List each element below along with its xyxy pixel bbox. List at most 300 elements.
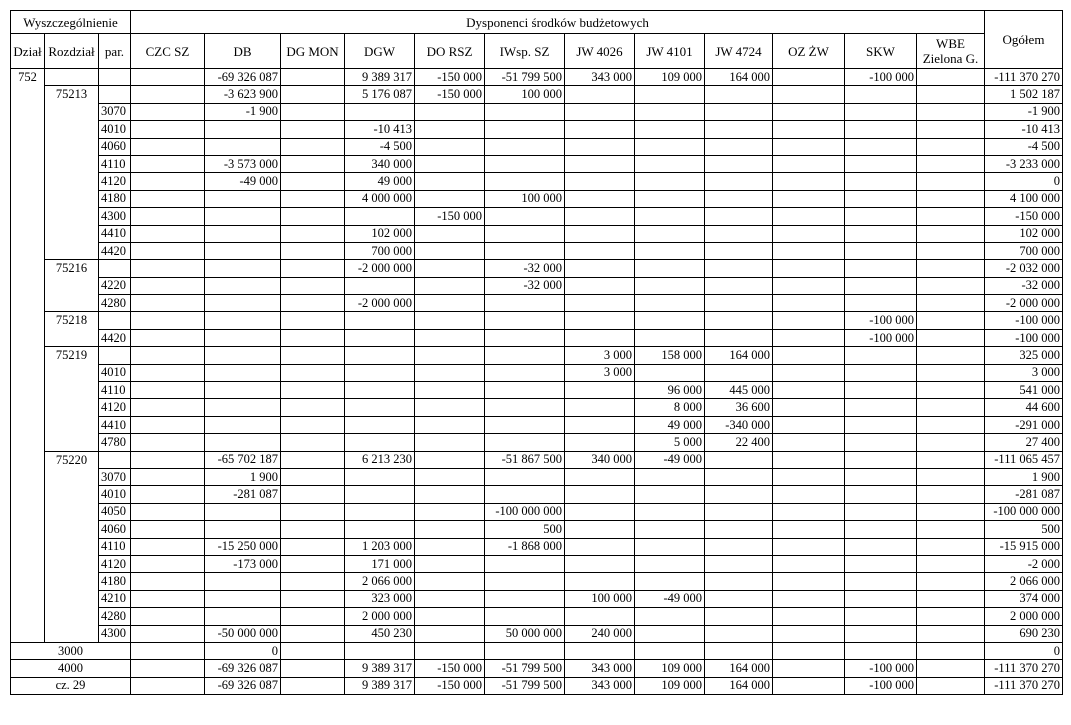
value-cell bbox=[705, 538, 773, 555]
header-total-label: Ogółem bbox=[985, 11, 1063, 69]
header-column: DB bbox=[205, 34, 281, 69]
table-row bbox=[11, 225, 1063, 242]
value-cell: 100 000 bbox=[565, 590, 635, 607]
table-row bbox=[11, 69, 1063, 86]
value-cell bbox=[205, 434, 281, 451]
value-cell bbox=[845, 86, 917, 103]
value-cell bbox=[565, 121, 635, 138]
value-cell bbox=[205, 416, 281, 433]
value-cell bbox=[917, 190, 985, 207]
rozdzial-cell bbox=[45, 329, 99, 346]
value-cell: -100 000 bbox=[845, 329, 917, 346]
table-row bbox=[11, 608, 1063, 625]
value-cell bbox=[917, 503, 985, 520]
total-cell: 4 100 000 bbox=[985, 190, 1063, 207]
summary-value-cell bbox=[281, 677, 345, 694]
value-cell bbox=[415, 103, 485, 120]
dzial-cell bbox=[11, 399, 45, 416]
table-row bbox=[11, 208, 1063, 225]
value-cell bbox=[415, 225, 485, 242]
summary-value-cell: -69 326 087 bbox=[205, 677, 281, 694]
par-cell: 4060 bbox=[99, 138, 131, 155]
value-cell bbox=[131, 434, 205, 451]
value-cell bbox=[773, 573, 845, 590]
value-cell: -4 500 bbox=[345, 138, 415, 155]
value-cell bbox=[635, 138, 705, 155]
total-cell: 3 000 bbox=[985, 364, 1063, 381]
par-cell: 4420 bbox=[99, 242, 131, 259]
header-column: DG MON bbox=[281, 34, 345, 69]
rozdzial-cell bbox=[45, 573, 99, 590]
value-cell bbox=[205, 329, 281, 346]
dzial-cell bbox=[11, 312, 45, 329]
value-cell bbox=[565, 382, 635, 399]
value-cell bbox=[705, 103, 773, 120]
total-cell: 325 000 bbox=[985, 347, 1063, 364]
par-cell: 4780 bbox=[99, 434, 131, 451]
value-cell bbox=[131, 121, 205, 138]
total-cell: 2 066 000 bbox=[985, 573, 1063, 590]
table-row bbox=[11, 451, 1063, 468]
value-cell bbox=[485, 225, 565, 242]
value-cell bbox=[565, 242, 635, 259]
value-cell bbox=[845, 260, 917, 277]
value-cell bbox=[485, 573, 565, 590]
table-row bbox=[11, 277, 1063, 294]
dzial-cell bbox=[11, 260, 45, 277]
par-cell bbox=[99, 312, 131, 329]
value-cell: 3 000 bbox=[565, 364, 635, 381]
summary-value-cell bbox=[917, 677, 985, 694]
value-cell: 2 000 000 bbox=[345, 608, 415, 625]
value-cell bbox=[131, 347, 205, 364]
value-cell: -51 867 500 bbox=[485, 451, 565, 468]
value-cell: 109 000 bbox=[635, 69, 705, 86]
summary-value-cell: 164 000 bbox=[705, 677, 773, 694]
value-cell bbox=[705, 190, 773, 207]
value-cell: -32 000 bbox=[485, 260, 565, 277]
value-cell bbox=[131, 155, 205, 172]
value-cell bbox=[773, 277, 845, 294]
value-cell: -49 000 bbox=[635, 451, 705, 468]
value-cell bbox=[281, 138, 345, 155]
value-cell bbox=[917, 347, 985, 364]
value-cell bbox=[345, 208, 415, 225]
value-cell bbox=[917, 538, 985, 555]
value-cell bbox=[565, 329, 635, 346]
summary-value-cell bbox=[773, 642, 845, 659]
value-cell bbox=[131, 295, 205, 312]
value-cell bbox=[773, 590, 845, 607]
par-cell bbox=[99, 260, 131, 277]
value-cell bbox=[281, 225, 345, 242]
value-cell: 164 000 bbox=[705, 69, 773, 86]
value-cell bbox=[205, 225, 281, 242]
value-cell: 36 600 bbox=[705, 399, 773, 416]
value-cell: 450 230 bbox=[345, 625, 415, 642]
rozdzial-cell bbox=[45, 225, 99, 242]
value-cell bbox=[485, 208, 565, 225]
dzial-cell bbox=[11, 121, 45, 138]
value-cell bbox=[485, 468, 565, 485]
summary-row bbox=[11, 660, 1063, 677]
total-cell: 1 502 187 bbox=[985, 86, 1063, 103]
total-cell: -2 032 000 bbox=[985, 260, 1063, 277]
value-cell bbox=[705, 121, 773, 138]
value-cell bbox=[415, 486, 485, 503]
value-cell bbox=[415, 173, 485, 190]
value-cell: -281 087 bbox=[205, 486, 281, 503]
value-cell bbox=[635, 312, 705, 329]
value-cell bbox=[205, 277, 281, 294]
value-cell bbox=[705, 138, 773, 155]
value-cell bbox=[635, 625, 705, 642]
budget-allocation-table bbox=[10, 10, 1063, 695]
par-cell: 4410 bbox=[99, 225, 131, 242]
value-cell bbox=[773, 625, 845, 642]
dzial-cell bbox=[11, 208, 45, 225]
value-cell: 50 000 000 bbox=[485, 625, 565, 642]
header-par: par. bbox=[99, 34, 131, 69]
value-cell bbox=[131, 573, 205, 590]
value-cell: -49 000 bbox=[635, 590, 705, 607]
value-cell: -100 000 bbox=[845, 312, 917, 329]
rozdzial-cell: 75216 bbox=[45, 260, 99, 277]
value-cell bbox=[415, 295, 485, 312]
total-cell: -1 900 bbox=[985, 103, 1063, 120]
value-cell bbox=[415, 399, 485, 416]
dzial-cell bbox=[11, 608, 45, 625]
par-cell: 4210 bbox=[99, 590, 131, 607]
budget-table-page bbox=[10, 10, 1063, 695]
value-cell bbox=[205, 208, 281, 225]
table-row bbox=[11, 173, 1063, 190]
value-cell bbox=[917, 382, 985, 399]
value-cell bbox=[705, 329, 773, 346]
value-cell bbox=[773, 434, 845, 451]
value-cell bbox=[565, 295, 635, 312]
value-cell bbox=[565, 416, 635, 433]
rozdzial-cell bbox=[45, 608, 99, 625]
value-cell bbox=[281, 416, 345, 433]
table-row bbox=[11, 538, 1063, 555]
value-cell bbox=[773, 295, 845, 312]
value-cell: -69 326 087 bbox=[205, 69, 281, 86]
value-cell bbox=[917, 521, 985, 538]
value-cell bbox=[565, 608, 635, 625]
value-cell: -150 000 bbox=[415, 208, 485, 225]
value-cell bbox=[415, 538, 485, 555]
value-cell bbox=[281, 486, 345, 503]
value-cell bbox=[773, 451, 845, 468]
value-cell bbox=[565, 521, 635, 538]
value-cell bbox=[773, 208, 845, 225]
total-cell: -2 000 000 bbox=[985, 295, 1063, 312]
value-cell bbox=[415, 138, 485, 155]
value-cell bbox=[773, 347, 845, 364]
value-cell bbox=[917, 486, 985, 503]
summary-value-cell: -100 000 bbox=[845, 677, 917, 694]
par-cell bbox=[99, 451, 131, 468]
value-cell: 2 066 000 bbox=[345, 573, 415, 590]
dzial-cell bbox=[11, 538, 45, 555]
summary-total-cell: -111 370 270 bbox=[985, 677, 1063, 694]
value-cell: -2 000 000 bbox=[345, 295, 415, 312]
value-cell bbox=[131, 225, 205, 242]
value-cell bbox=[635, 555, 705, 572]
value-cell bbox=[635, 260, 705, 277]
dzial-cell bbox=[11, 434, 45, 451]
value-cell bbox=[635, 573, 705, 590]
dzial-cell bbox=[11, 190, 45, 207]
value-cell bbox=[635, 538, 705, 555]
table-row bbox=[11, 155, 1063, 172]
value-cell bbox=[635, 208, 705, 225]
rozdzial-cell bbox=[45, 538, 99, 555]
table-row bbox=[11, 503, 1063, 520]
value-cell bbox=[917, 103, 985, 120]
value-cell bbox=[705, 521, 773, 538]
total-cell: 541 000 bbox=[985, 382, 1063, 399]
value-cell bbox=[345, 486, 415, 503]
value-cell bbox=[415, 277, 485, 294]
rozdzial-cell bbox=[45, 434, 99, 451]
par-cell: 4180 bbox=[99, 190, 131, 207]
value-cell: -150 000 bbox=[415, 69, 485, 86]
value-cell bbox=[845, 573, 917, 590]
total-cell: -111 065 457 bbox=[985, 451, 1063, 468]
value-cell bbox=[773, 555, 845, 572]
par-cell: 4060 bbox=[99, 521, 131, 538]
value-cell bbox=[415, 608, 485, 625]
value-cell bbox=[131, 103, 205, 120]
header-column: JW 4101 bbox=[635, 34, 705, 69]
summary-value-cell: -150 000 bbox=[415, 677, 485, 694]
value-cell bbox=[205, 242, 281, 259]
header-group-label: Wyszczególnienie bbox=[11, 11, 131, 34]
value-cell bbox=[205, 312, 281, 329]
value-cell bbox=[705, 503, 773, 520]
header-disponents-label: Dysponenci środków budżetowych bbox=[131, 11, 985, 34]
table-row bbox=[11, 399, 1063, 416]
value-cell bbox=[917, 242, 985, 259]
par-cell: 4010 bbox=[99, 364, 131, 381]
value-cell bbox=[845, 208, 917, 225]
value-cell: -51 799 500 bbox=[485, 69, 565, 86]
dzial-cell bbox=[11, 86, 45, 103]
value-cell bbox=[281, 608, 345, 625]
value-cell bbox=[205, 190, 281, 207]
value-cell bbox=[415, 434, 485, 451]
value-cell: -1 900 bbox=[205, 103, 281, 120]
table-row bbox=[11, 573, 1063, 590]
value-cell: 340 000 bbox=[345, 155, 415, 172]
par-cell: 3070 bbox=[99, 103, 131, 120]
value-cell bbox=[773, 138, 845, 155]
summary-value-cell: 0 bbox=[205, 642, 281, 659]
value-cell bbox=[917, 121, 985, 138]
value-cell bbox=[917, 468, 985, 485]
value-cell bbox=[281, 573, 345, 590]
value-cell bbox=[281, 277, 345, 294]
value-cell bbox=[485, 138, 565, 155]
dzial-cell bbox=[11, 521, 45, 538]
value-cell bbox=[131, 190, 205, 207]
value-cell bbox=[281, 555, 345, 572]
value-cell: 1 203 000 bbox=[345, 538, 415, 555]
header-column: OZ ŻW bbox=[773, 34, 845, 69]
value-cell bbox=[345, 277, 415, 294]
total-cell: -281 087 bbox=[985, 486, 1063, 503]
value-cell bbox=[635, 486, 705, 503]
summary-value-cell: -100 000 bbox=[845, 660, 917, 677]
value-cell bbox=[845, 155, 917, 172]
value-cell bbox=[131, 399, 205, 416]
value-cell bbox=[845, 608, 917, 625]
value-cell bbox=[415, 503, 485, 520]
value-cell: 5 176 087 bbox=[345, 86, 415, 103]
value-cell bbox=[415, 347, 485, 364]
value-cell bbox=[845, 503, 917, 520]
value-cell: 100 000 bbox=[485, 86, 565, 103]
par-cell: 4180 bbox=[99, 573, 131, 590]
value-cell bbox=[131, 208, 205, 225]
value-cell bbox=[485, 434, 565, 451]
value-cell bbox=[845, 468, 917, 485]
value-cell bbox=[635, 121, 705, 138]
value-cell: 102 000 bbox=[345, 225, 415, 242]
dzial-cell bbox=[11, 155, 45, 172]
value-cell bbox=[281, 242, 345, 259]
total-cell: -15 915 000 bbox=[985, 538, 1063, 555]
value-cell bbox=[773, 382, 845, 399]
table-row bbox=[11, 434, 1063, 451]
value-cell: -150 000 bbox=[415, 86, 485, 103]
value-cell bbox=[281, 103, 345, 120]
value-cell bbox=[415, 364, 485, 381]
table-row bbox=[11, 242, 1063, 259]
value-cell: 6 213 230 bbox=[345, 451, 415, 468]
summary-value-cell bbox=[773, 677, 845, 694]
dzial-cell: 752 bbox=[11, 69, 45, 86]
value-cell bbox=[705, 364, 773, 381]
value-cell bbox=[345, 521, 415, 538]
table-row bbox=[11, 468, 1063, 485]
value-cell bbox=[845, 521, 917, 538]
dzial-cell bbox=[11, 625, 45, 642]
rozdzial-cell bbox=[45, 208, 99, 225]
value-cell bbox=[281, 190, 345, 207]
value-cell bbox=[205, 399, 281, 416]
summary-value-cell bbox=[773, 660, 845, 677]
value-cell: -1 868 000 bbox=[485, 538, 565, 555]
value-cell bbox=[635, 173, 705, 190]
rozdzial-cell bbox=[45, 103, 99, 120]
rozdzial-cell: 75219 bbox=[45, 347, 99, 364]
value-cell bbox=[485, 312, 565, 329]
value-cell bbox=[845, 538, 917, 555]
value-cell bbox=[281, 625, 345, 642]
value-cell: 8 000 bbox=[635, 399, 705, 416]
dzial-cell bbox=[11, 277, 45, 294]
value-cell bbox=[415, 382, 485, 399]
value-cell bbox=[565, 312, 635, 329]
value-cell bbox=[917, 69, 985, 86]
value-cell bbox=[705, 486, 773, 503]
summary-value-cell bbox=[345, 642, 415, 659]
rozdzial-cell bbox=[45, 242, 99, 259]
value-cell bbox=[705, 242, 773, 259]
value-cell bbox=[345, 312, 415, 329]
value-cell bbox=[131, 468, 205, 485]
table-row bbox=[11, 295, 1063, 312]
par-cell: 4110 bbox=[99, 538, 131, 555]
value-cell bbox=[635, 277, 705, 294]
table-row bbox=[11, 190, 1063, 207]
value-cell bbox=[917, 608, 985, 625]
value-cell bbox=[415, 451, 485, 468]
value-cell bbox=[131, 329, 205, 346]
value-cell bbox=[773, 364, 845, 381]
value-cell bbox=[345, 503, 415, 520]
par-cell: 4120 bbox=[99, 399, 131, 416]
value-cell bbox=[131, 277, 205, 294]
dzial-cell bbox=[11, 573, 45, 590]
value-cell bbox=[485, 382, 565, 399]
value-cell bbox=[131, 86, 205, 103]
value-cell bbox=[705, 277, 773, 294]
value-cell bbox=[705, 451, 773, 468]
total-cell: -100 000 000 bbox=[985, 503, 1063, 520]
dzial-cell bbox=[11, 138, 45, 155]
total-cell: -32 000 bbox=[985, 277, 1063, 294]
total-cell: -4 500 bbox=[985, 138, 1063, 155]
value-cell bbox=[845, 173, 917, 190]
value-cell bbox=[131, 260, 205, 277]
table-body bbox=[11, 69, 1063, 695]
value-cell bbox=[281, 451, 345, 468]
value-cell bbox=[281, 86, 345, 103]
summary-value-cell: 343 000 bbox=[565, 660, 635, 677]
value-cell bbox=[345, 103, 415, 120]
value-cell bbox=[705, 86, 773, 103]
value-cell bbox=[773, 242, 845, 259]
total-cell: 700 000 bbox=[985, 242, 1063, 259]
value-cell bbox=[205, 121, 281, 138]
value-cell bbox=[845, 347, 917, 364]
value-cell: 49 000 bbox=[345, 173, 415, 190]
value-cell bbox=[345, 382, 415, 399]
value-cell bbox=[845, 451, 917, 468]
value-cell bbox=[917, 312, 985, 329]
dzial-cell bbox=[11, 416, 45, 433]
value-cell bbox=[565, 399, 635, 416]
value-cell: -173 000 bbox=[205, 555, 281, 572]
value-cell bbox=[205, 521, 281, 538]
rozdzial-cell bbox=[45, 138, 99, 155]
table-row bbox=[11, 260, 1063, 277]
value-cell bbox=[485, 295, 565, 312]
value-cell bbox=[917, 625, 985, 642]
rozdzial-cell bbox=[45, 190, 99, 207]
value-cell bbox=[635, 295, 705, 312]
dzial-cell bbox=[11, 225, 45, 242]
summary-label: 3000 bbox=[11, 642, 131, 659]
value-cell: 323 000 bbox=[345, 590, 415, 607]
dzial-cell bbox=[11, 364, 45, 381]
par-cell: 4300 bbox=[99, 208, 131, 225]
table-row bbox=[11, 347, 1063, 364]
